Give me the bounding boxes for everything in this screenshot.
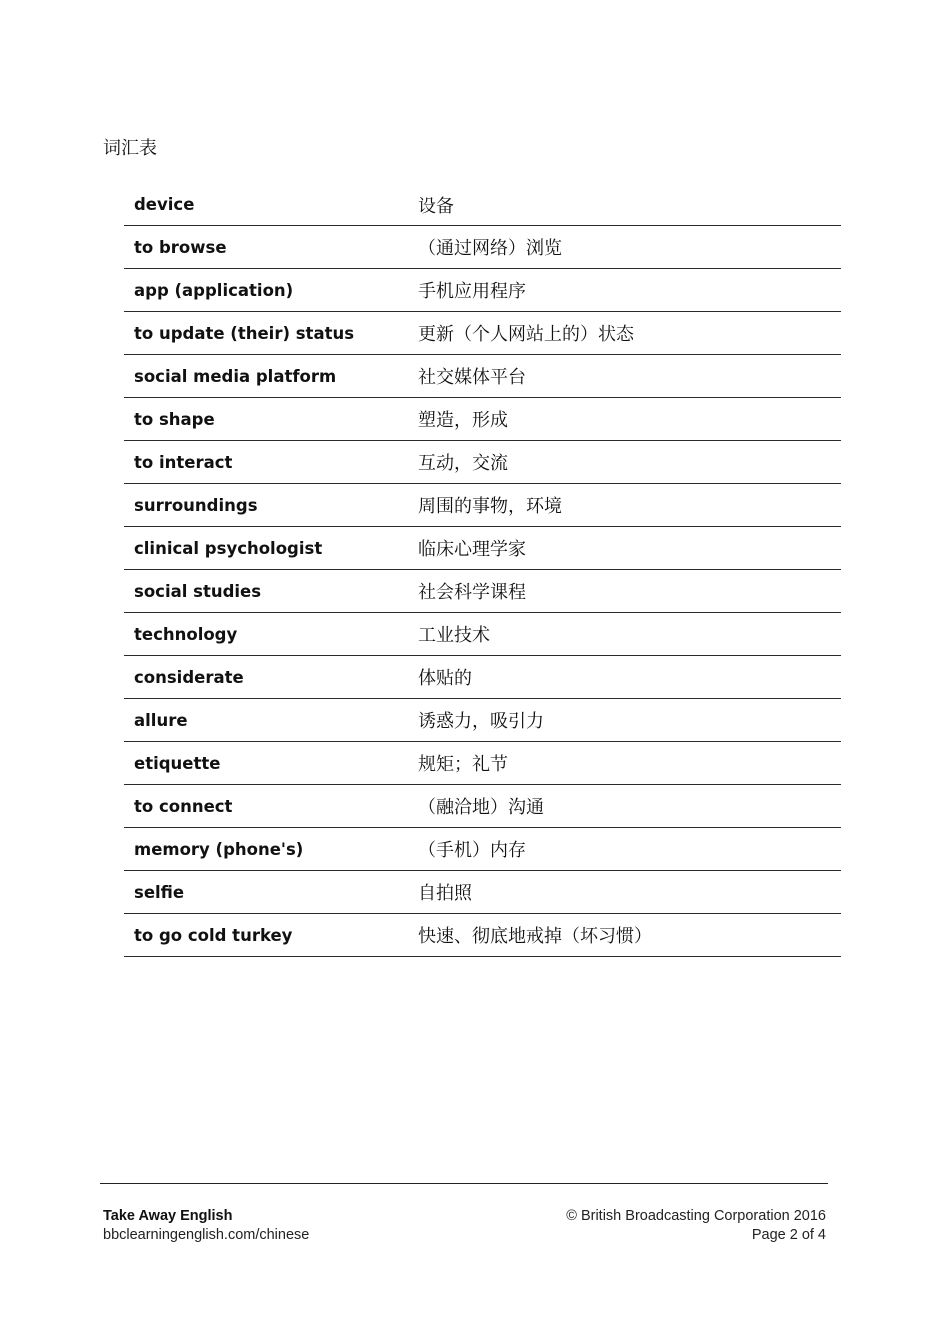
vocabulary-table <box>124 184 841 957</box>
term: to interact <box>134 452 233 472</box>
meaning: 手机应用程序 <box>418 281 526 302</box>
term: selfie <box>134 882 185 902</box>
meaning: 周围的事物，环境 <box>418 496 562 517</box>
table-row <box>124 699 841 742</box>
meaning: 社交媒体平台 <box>418 367 526 388</box>
table-row <box>124 871 841 914</box>
meaning: （融洽地）沟通 <box>418 797 544 818</box>
website-url: bbclearningenglish.com/chinese <box>103 1227 310 1243</box>
meaning: 设备 <box>418 195 454 217</box>
meaning: 自拍照 <box>418 883 472 904</box>
footer-left <box>103 1207 309 1245</box>
term: device <box>134 195 195 214</box>
term: technology <box>134 624 238 644</box>
table-row <box>124 527 841 570</box>
meaning: 临床心理学家 <box>418 539 526 560</box>
meaning: （通过网络）浏览 <box>418 238 562 259</box>
term: considerate <box>134 667 244 687</box>
table-row <box>124 441 841 484</box>
table-row <box>124 828 841 871</box>
program-title: Take Away English <box>103 1208 233 1224</box>
meaning: 体贴的 <box>418 668 472 689</box>
meaning: （手机）内存 <box>418 840 526 861</box>
table-row <box>124 355 841 398</box>
meaning: 塑造，形成 <box>418 410 508 431</box>
meaning: 规矩；礼节 <box>418 754 508 775</box>
table-row <box>124 914 841 957</box>
page-title: 词汇表 <box>103 138 157 159</box>
term: memory (phone's) <box>134 839 304 859</box>
table-row <box>124 742 841 785</box>
meaning: 更新（个人网站上的）状态 <box>418 324 634 345</box>
meaning: 互动，交流 <box>418 453 508 474</box>
meaning: 工业技术 <box>418 625 490 646</box>
meaning: 快速、彻底地戒掉（坏习惯） <box>418 926 652 947</box>
term: etiquette <box>134 753 221 773</box>
term: social studies <box>134 581 262 601</box>
page-number: Page 2 of 4 <box>751 1227 826 1243</box>
term: allure <box>134 710 188 730</box>
term: surroundings <box>134 495 258 515</box>
table-row <box>124 656 841 699</box>
term: to connect <box>134 796 233 816</box>
term: to go cold turkey <box>134 925 293 945</box>
table-row <box>124 312 841 355</box>
table-row <box>124 398 841 441</box>
table-row <box>124 226 841 269</box>
term: to shape <box>134 409 215 429</box>
term: app (application) <box>134 280 294 300</box>
table-row <box>124 570 841 613</box>
footer-divider <box>100 1183 828 1184</box>
term: to update (their) status <box>134 323 355 343</box>
meaning: 社会科学课程 <box>418 582 526 603</box>
footer-right <box>566 1207 826 1245</box>
table-row <box>124 613 841 656</box>
term: to browse <box>134 237 227 257</box>
table-row <box>124 785 841 828</box>
table-row <box>124 484 841 527</box>
meaning: 诱惑力，吸引力 <box>418 711 544 732</box>
table-row <box>124 184 841 226</box>
term: clinical psychologist <box>134 538 323 558</box>
term: social media platform <box>134 366 337 386</box>
table-row <box>124 269 841 312</box>
copyright-notice: © British Broadcasting Corporation 2016 <box>566 1208 826 1224</box>
